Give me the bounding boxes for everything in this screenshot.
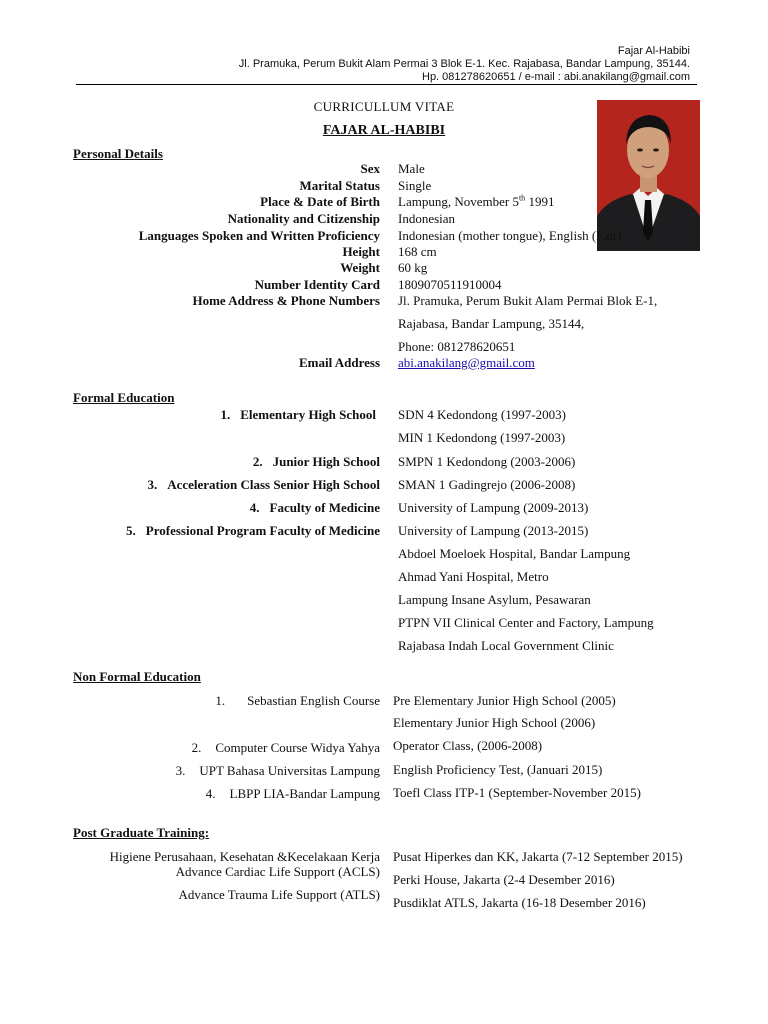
formal-label-4-text: Faculty of Medicine <box>269 500 380 515</box>
email-link[interactable]: abi.anakilang@gmail.com <box>398 355 535 370</box>
formal-num-5: 5. <box>126 523 136 538</box>
sex-label: Sex <box>360 161 380 176</box>
height-value: 168 cm <box>398 244 437 259</box>
training-label-3: Advance Trauma Life Support (ATLS) <box>178 887 380 902</box>
marital-status-value: Single <box>398 178 432 193</box>
document-title: CURRICULLUM VITAE <box>313 99 455 114</box>
training-label-2: Advance Cardiac Life Support (ACLS) <box>175 864 380 879</box>
height-label: Height <box>342 244 380 259</box>
nonformal-value-2: Operator Class, (2006-2008) <box>393 738 543 753</box>
nonformal-label-2 <box>192 740 380 756</box>
formal-value-5e: PTPN VII Clinical Center and Factory, Lampung <box>398 615 654 630</box>
personal-details-heading: Personal Details <box>73 146 163 161</box>
birth-value-date: Lampung, November 5 <box>398 194 519 209</box>
weight-value: 60 kg <box>398 260 428 275</box>
header-contact: Hp. 081278620651 / e-mail : abi.anakilang@gmail.com <box>422 71 690 83</box>
email-label: Email Address <box>298 355 380 370</box>
training-value-2: Perki House, Jakarta (2-4 Desember 2016) <box>393 872 615 887</box>
birth-value-year: 1991 <box>525 194 555 209</box>
formal-num-2: 2. <box>252 454 263 469</box>
formal-label-1-text: Elementary High School <box>240 407 376 422</box>
formal-num-1: 1. <box>220 407 231 422</box>
nonformal-num-2: 2. <box>191 740 202 755</box>
nationality-value: Indonesian <box>398 211 456 226</box>
formal-value-3: SMAN 1 Gadingrejo (2006-2008) <box>398 477 576 492</box>
formal-label-4 <box>250 500 380 516</box>
training-label-1: Higiene Perusahaan, Kesehatan &Kecelakaan Kerja <box>109 849 380 864</box>
formal-value-4: University of Lampung (2009-2013) <box>398 500 589 515</box>
formal-value-5f: Rajabasa Indah Local Government Clinic <box>398 638 614 653</box>
formal-value-1a: SDN 4 Kedondong (1997-2003) <box>398 407 566 422</box>
formal-label-2 <box>253 454 380 470</box>
home-address-label: Home Address & Phone Numbers <box>192 293 380 308</box>
nonformal-label-3-text: UPT Bahasa Universitas Lampung <box>199 763 380 778</box>
home-address-line-2: Rajabasa, Bandar Lampung, 35144, <box>398 316 585 331</box>
nonformal-label-3 <box>176 763 380 779</box>
formal-label-1 <box>220 407 376 423</box>
formal-label-5 <box>126 523 380 539</box>
birth-value <box>398 194 554 210</box>
header-divider <box>76 84 697 85</box>
formal-value-1b: MIN 1 Kedondong (1997-2003) <box>398 430 566 445</box>
weight-label: Weight <box>340 260 380 275</box>
formal-value-5d: Lampung Insane Asylum, Pesawaran <box>398 592 591 607</box>
formal-value-5c: Ahmad Yani Hospital, Metro <box>398 569 549 584</box>
languages-value: Indonesian (mother tongue), English (Fair) <box>398 228 622 243</box>
nonformal-num-3: 3. <box>175 763 186 778</box>
formal-value-5b: Abdoel Moeloek Hospital, Bandar Lampung <box>398 546 631 561</box>
nonformal-num-4: 4. <box>205 786 216 801</box>
home-address-line-1: Jl. Pramuka, Perum Bukit Alam Permai Blok E-1, <box>398 293 658 308</box>
nonformal-label-2-text: Computer Course Widya Yahya <box>215 740 380 755</box>
formal-label-3-text: Acceleration Class Senior High School <box>167 477 380 492</box>
nonformal-value-1b: Elementary Junior High School (2006) <box>393 715 596 730</box>
training-value-1: Pusat Hiperkes dan KK, Jakarta (7-12 September 2015) <box>393 849 683 864</box>
formal-value-2: SMPN 1 Kedondong (2003-2006) <box>398 454 576 469</box>
formal-label-2-text: Junior High School <box>272 454 380 469</box>
nonformal-value-4: Toefl Class ITP-1 (September-November 2015) <box>393 785 641 800</box>
formal-education-heading: Formal Education <box>73 390 175 405</box>
formal-num-3: 3. <box>147 477 158 492</box>
nonformal-label-4 <box>206 786 380 802</box>
training-value-3: Pusdiklat ATLS, Jakarta (16-18 Desember 2016) <box>393 895 646 910</box>
nonformal-value-1a: Pre Elementary Junior High School (2005) <box>393 693 616 708</box>
formal-label-3 <box>147 477 380 493</box>
header-name: Fajar Al-Habibi <box>617 45 690 57</box>
nonformal-label-4-text: LBPP LIA-Bandar Lampung <box>229 786 380 801</box>
formal-num-4: 4. <box>249 500 260 515</box>
header-address: Jl. Pramuka, Perum Bukit Alam Permai 3 Blok E-1. Kec. Rajabasa, Bandar Lampung, 35144. <box>238 58 690 70</box>
birth-value-suffix: th <box>518 193 526 203</box>
languages-label: Languages Spoken and Written Proficiency <box>138 228 380 243</box>
formal-label-5-text: Professional Program Faculty of Medicine <box>145 523 380 538</box>
nonformal-num-1: 1. <box>215 693 226 708</box>
nationality-label: Nationality and Citizenship <box>227 211 380 226</box>
email-value <box>398 355 535 371</box>
post-graduate-training-heading: Post Graduate Training: <box>73 825 210 840</box>
identity-card-label: Number Identity Card <box>254 277 380 292</box>
phone-number: Phone: 081278620651 <box>398 339 516 354</box>
marital-status-label: Marital Status <box>299 178 380 193</box>
non-formal-education-heading: Non Formal Education <box>73 669 201 684</box>
formal-value-5a: University of Lampung (2013-2015) <box>398 523 589 538</box>
applicant-name: FAJAR AL-HABIBI <box>322 123 446 138</box>
birth-label: Place & Date of Birth <box>260 194 380 209</box>
nonformal-label-1-text: Sebastian English Course <box>247 693 380 708</box>
nonformal-label-1 <box>215 693 380 709</box>
sex-value: Male <box>398 161 425 176</box>
nonformal-value-3: English Proficiency Test, (Januari 2015) <box>393 762 603 777</box>
identity-card-value: 1809070511910004 <box>398 277 502 292</box>
